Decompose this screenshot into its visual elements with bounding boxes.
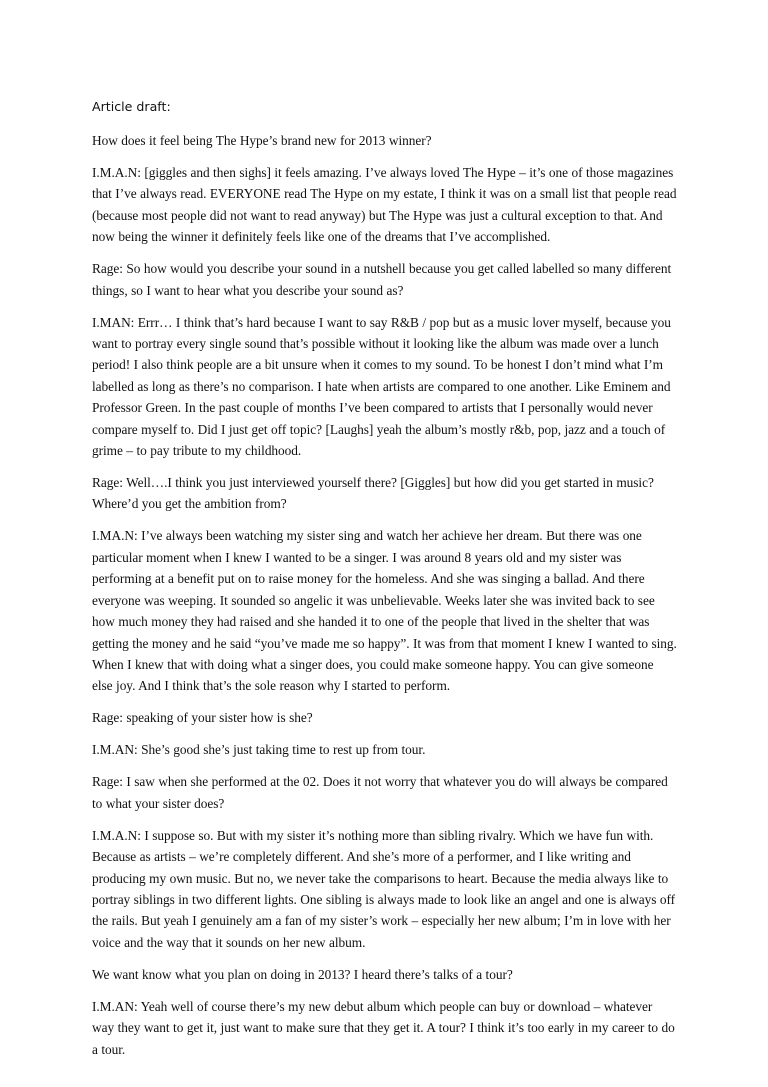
paragraph-question-sister: Rage: speaking of your sister how is she? bbox=[92, 710, 313, 726]
paragraph-answer-sister: I.M.AN: She’s good she’s just taking time to rest up from tour. bbox=[92, 742, 426, 758]
paragraph-question-winner: How does it feel being The Hype’s brand new for 2013 winner? bbox=[92, 133, 432, 148]
paragraph-question-comparison: Rage: I saw when she performed at the 02. Does it not worry that whatever you do will always be compared to what your sister does? bbox=[92, 774, 668, 811]
paragraph-question-start: Rage: Well….I think you just interviewed yourself there? [Giggles] but how did you get started in music? Where’d you get the ambition from? bbox=[92, 475, 654, 512]
paragraph-answer-plans: I.M.AN: Yeah well of course there’s my new debut album which people can buy or download – whatever way they want to get it, just want to make sure that they get it. A tour? I think it’s too early in my career to do a tour. bbox=[92, 998, 675, 1057]
paragraph-answer-start: I.MA.N: I’ve always been watching my sister sing and watch her achieve her dream. But there was one particular moment when I knew I wanted to be a singer. I was around 8 years old and my sister was performing at a benefit put on to raise money for the homeless. And she was singing a ballad. And there everyone was weeping. It sounded so angelic it was unbelievable. Weeks later she was invited back to see how much money they had raised and she handed it to one of the people that lived in the shelter that was getting the money and he said “you’ve made me so happy”. It was from that moment I knew I wanted to sing. When I knew that with doing what a singer does, you could make someone happy. You can give someone else joy. And I think that’s the sole reason why I started to perform. bbox=[92, 528, 677, 694]
paragraph-question-sound: Rage: So how would you describe your sound in a nutshell because you get called labelled so many different things, so I want to hear what you describe your sound as? bbox=[92, 261, 672, 298]
paragraph-question-plans: We want know what you plan on doing in 2013? I heard there’s talks of a tour? bbox=[92, 966, 513, 982]
paragraph-answer-comparison: I.M.A.N: I suppose so. But with my sister it’s nothing more than sibling rivalry. Which we have fun with. Because as artists – we’re completely different. And she’s more of a performer, and I like writing and producing my own music. But no, we never take the comparisons to heart. Because the media always like to portray siblings in two different lights. One sibling is always made to look like an angel and one is always off the rails. But yeah I genuinely am a fan of my sister’s work – especially her new album; I’m in love with her voice and the way that it sounds on her new album. bbox=[92, 827, 676, 950]
document-page bbox=[92, 98, 677, 1071]
paragraph-answer-sound: I.MAN: Errr… I think that’s hard because I want to say R&B / pop but as a music lover myself, because you want to portray every single sound that’s possible without it looking like the album was made over a lunch period! I also think people are a bit unsure when it comes to my sound. To be honest I don’t mind what I’m labelled as long as there’s no comparison. I hate when artists are compared to one another. Like Eminem and Professor Green. In the past couple of months I’ve been compared to artists that I personally would never compare myself to. Did I just get off topic? [Laughs] yeah the album’s mostly r&b, pop, jazz and a touch of grime – to pay tribute to my childhood. bbox=[92, 314, 671, 459]
document-heading: Article draft: bbox=[92, 99, 171, 114]
paragraph-answer-winner: I.M.A.N: [giggles and then sighs] it feels amazing. I’ve always loved The Hype – it’s one of those magazines that I’ve always read. EVERYONE read The Hype on my estate, I think it was on a small list that people read (because most people did not want to read anyway) but The Hype was just a cultural exception to that. And now being the winner it definitely feels like one of the dreams that I’ve accomplished. bbox=[92, 165, 677, 245]
